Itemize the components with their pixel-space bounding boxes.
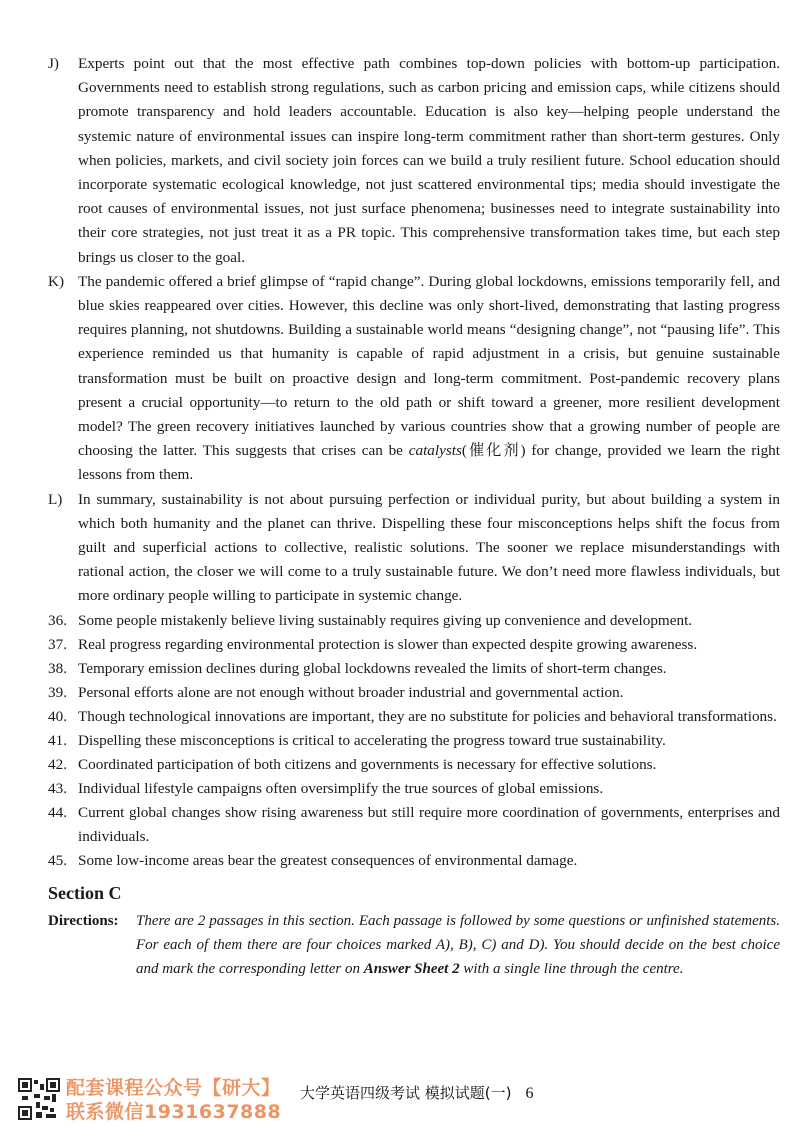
- question-item: [48, 753, 780, 777]
- question-number: 42.: [48, 755, 67, 773]
- directions: [48, 909, 780, 981]
- question-number: 45.: [48, 851, 67, 869]
- qr-code-icon: [18, 1078, 60, 1120]
- question-text: Though technological innovations are important, they are no substitute for policies and behavioral transformations.: [78, 707, 777, 725]
- paragraph-label: L): [48, 490, 63, 508]
- paragraph-k: [48, 270, 780, 488]
- paragraph-text: Experts point out that the most effective path combines top-down policies with bottom-up participation. Governments need to establish strong regulations, such as carbon pricing and emission caps, while citizens should promote transparency and hold leaders accountable. Education is also key—helping people understand the systemic nature of environmental issues can inspire long-term commitment rather than short-term gestures. Only when policies, markets, and civil society join forces can we build a truly resilient future. School education should incorporate systematic ecological knowledge, not just scattered environmental tips; media should investigate the root causes of environmental issues, not just surface phenomena; businesses need to integrate sustainability into their core strategies, not just treat it as a PR topic. This comprehensive transformation takes time, but each step brings us closer to the goal.: [78, 55, 780, 266]
- question-item: [48, 849, 780, 873]
- page-content: [48, 52, 780, 981]
- question-number: 41.: [48, 731, 67, 749]
- paragraph-text: The pandemic offered a brief glimpse of “rapid change”. During global lockdowns, emissions temporarily fell, and blue skies reappeared over cities. However, this decline was only short-lived, demonstrating that lasting progress requires planning, not shutdowns. Building a sustainable world means “designing change”, not “pausing life”. This experience reminded us that humanity is capable of rapid adjustment in a crisis, but genuine sustainable transformation must be built on proactive design and long-term commitment. Post-pandemic recovery plans present a crucial opportunity—to return to the old path or shift toward a greener, more resilient development model? The green recovery initiatives launched by various countries show that a growing number of people are choosing the latter. This suggests that crises can be catalysts(催化剂) for change, provided we learn the right lessons from them.: [78, 272, 780, 484]
- question-text: Dispelling these misconceptions is critical to accelerating the progress toward true sustainability.: [78, 731, 666, 749]
- question-item: [48, 729, 780, 753]
- question-number: 44.: [48, 803, 67, 821]
- question-number: 43.: [48, 779, 67, 797]
- exam-title: 大学英语四级考试 模拟试题(一): [300, 1084, 512, 1102]
- question-text: Temporary emission declines during global lockdowns revealed the limits of short-term changes.: [78, 659, 667, 677]
- question-list: [48, 609, 780, 873]
- page-footer: [18, 1078, 778, 1128]
- directions-text: There are 2 passages in this section. Each passage is followed by some questions or unfinished statements. For each of them there are four choices marked A), B), C) and D). You should decide on the best choice and mark the corresponding letter on Answer Sheet 2 with a single line through the centre.: [136, 912, 780, 977]
- question-item: [48, 609, 780, 633]
- question-text: Some low-income areas bear the greatest consequences of environmental damage.: [78, 851, 578, 869]
- question-item: [48, 777, 780, 801]
- question-number: 40.: [48, 707, 67, 725]
- section-c-title: Section C: [48, 882, 122, 903]
- question-item: [48, 705, 780, 729]
- promo-line-1: 配套课程公众号【研大】: [66, 1077, 281, 1099]
- page-number: 6: [525, 1085, 534, 1102]
- paragraph-j: [48, 52, 780, 270]
- exam-footer: [300, 1082, 533, 1103]
- question-text: Personal efforts alone are not enough without broader industrial and governmental action.: [78, 683, 624, 701]
- question-item: [48, 681, 780, 705]
- question-text: Some people mistakenly believe living sustainably requires giving up convenience and development.: [78, 611, 693, 629]
- paragraph-text: In summary, sustainability is not about pursuing perfection or individual purity, but about building a system in which both humanity and the planet can thrive. Dispelling these four misconceptions helps shift the focus from guilt and superficial actions to collective, realistic solutions. The sooner we replace misunderstandings with rational action, the closer we will come to a truly sustainable future. We don’t need more flawless individuals, but more ordinary people willing to participate in systemic change.: [78, 490, 780, 605]
- question-text: Individual lifestyle campaigns often oversimplify the true sources of global emissions.: [78, 779, 604, 797]
- question-item: [48, 801, 780, 849]
- question-item: [48, 657, 780, 681]
- question-number: 39.: [48, 683, 67, 701]
- question-text: Coordinated participation of both citizens and governments is necessary for effective solutions.: [78, 755, 657, 773]
- question-item: [48, 633, 780, 657]
- promo-watermark: [66, 1076, 281, 1124]
- paragraph-label: J): [48, 55, 59, 72]
- passage-paragraphs: [48, 52, 780, 609]
- question-text: Current global changes show rising awareness but still require more coordination of governments, enterprises and individuals.: [78, 803, 780, 845]
- paragraph-label: K): [48, 272, 65, 290]
- promo-line-2: 联系微信1931637888: [66, 1101, 282, 1123]
- directions-label: Directions:: [48, 912, 119, 929]
- paragraph-l: [48, 488, 780, 609]
- question-number: 37.: [48, 635, 67, 653]
- question-number: 38.: [48, 659, 67, 677]
- question-number: 36.: [48, 611, 67, 629]
- question-text: Real progress regarding environmental protection is slower than expected despite growing awareness.: [78, 635, 698, 653]
